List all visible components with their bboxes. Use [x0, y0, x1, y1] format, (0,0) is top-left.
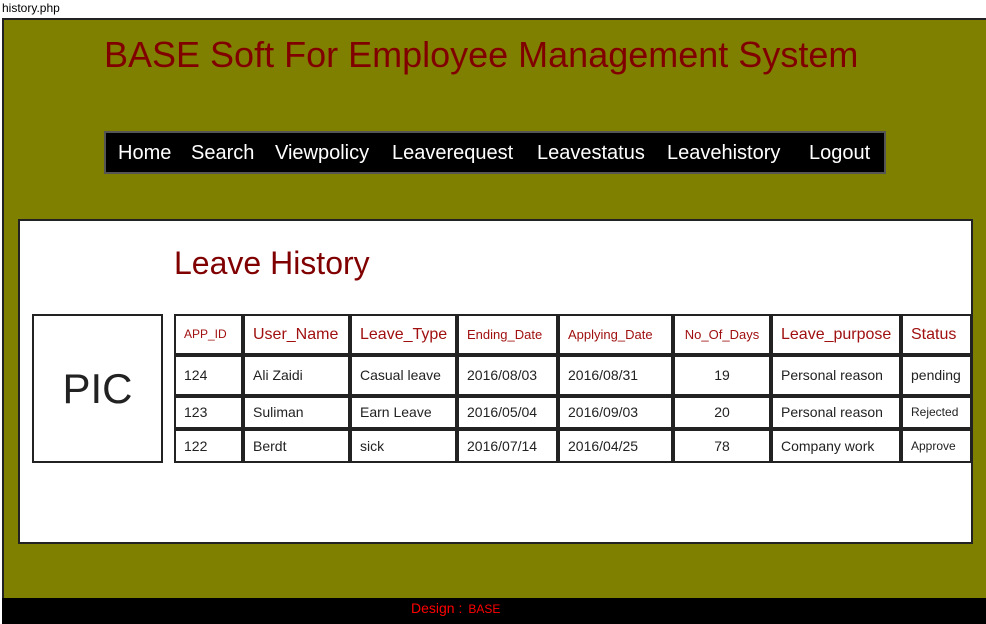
cell-no-of-days: 78: [673, 429, 771, 463]
footer-label: Design :: [411, 600, 463, 616]
footer-credit: [411, 600, 500, 617]
cell-leave-type: Earn Leave: [350, 396, 457, 429]
employee-photo-placeholder: [32, 314, 163, 463]
main-nav: [104, 131, 886, 174]
page-heading: Leave History: [174, 245, 370, 281]
cell-app-id: 122: [174, 429, 243, 463]
column-header-user-name: User_Name: [243, 314, 350, 355]
cell-ending-date: 2016/07/14: [457, 429, 558, 463]
cell-user-name: Berdt: [243, 429, 350, 463]
cell-no-of-days: 19: [673, 355, 771, 396]
photo-label: PIC: [62, 365, 133, 412]
nav-home-link[interactable]: Home: [118, 142, 172, 164]
column-header-no-of-days: No_Of_Days: [673, 314, 771, 355]
cell-ending-date: 2016/08/03: [457, 355, 558, 396]
nav-leaverequest-link[interactable]: Leaverequest: [392, 142, 514, 164]
cell-status: Rejected: [901, 396, 972, 429]
cell-status: Approve: [901, 429, 972, 463]
column-header-leave-purpose: Leave_purpose: [771, 314, 901, 355]
cell-status: pending: [901, 355, 972, 396]
cell-leave-purpose: Company work: [771, 429, 901, 463]
nav-viewpolicy-link[interactable]: Viewpolicy: [275, 142, 370, 164]
column-header-leave-type: Leave_Type: [350, 314, 457, 355]
cell-leave-purpose: Personal reason: [771, 396, 901, 429]
cell-leave-purpose: Personal reason: [771, 355, 901, 396]
cell-leave-type: sick: [350, 429, 457, 463]
page-filename: history.php: [2, 1, 60, 15]
cell-app-id: 123: [174, 396, 243, 429]
site-title: BASE Soft For Employee Management System: [104, 34, 859, 75]
cell-no-of-days: 20: [673, 396, 771, 429]
nav-leavestatus-link[interactable]: Leavestatus: [537, 142, 645, 164]
column-header-status: Status: [901, 314, 972, 355]
column-header-applying-date: Applying_Date: [558, 314, 673, 355]
nav-search-link[interactable]: Search: [191, 142, 255, 164]
cell-applying-date: 2016/08/31: [558, 355, 673, 396]
cell-leave-type: Casual leave: [350, 355, 457, 396]
nav-leavehistory-link[interactable]: Leavehistory: [667, 142, 781, 164]
footer-brand: BASE: [468, 602, 501, 616]
column-header-app-id: APP_ID: [174, 314, 243, 355]
cell-ending-date: 2016/05/04: [457, 396, 558, 429]
column-header-ending-date: Ending_Date: [457, 314, 558, 355]
nav-logout-link[interactable]: Logout: [809, 142, 871, 164]
cell-applying-date: 2016/09/03: [558, 396, 673, 429]
cell-user-name: Suliman: [243, 396, 350, 429]
cell-app-id: 124: [174, 355, 243, 396]
cell-applying-date: 2016/04/25: [558, 429, 673, 463]
cell-user-name: Ali Zaidi: [243, 355, 350, 396]
